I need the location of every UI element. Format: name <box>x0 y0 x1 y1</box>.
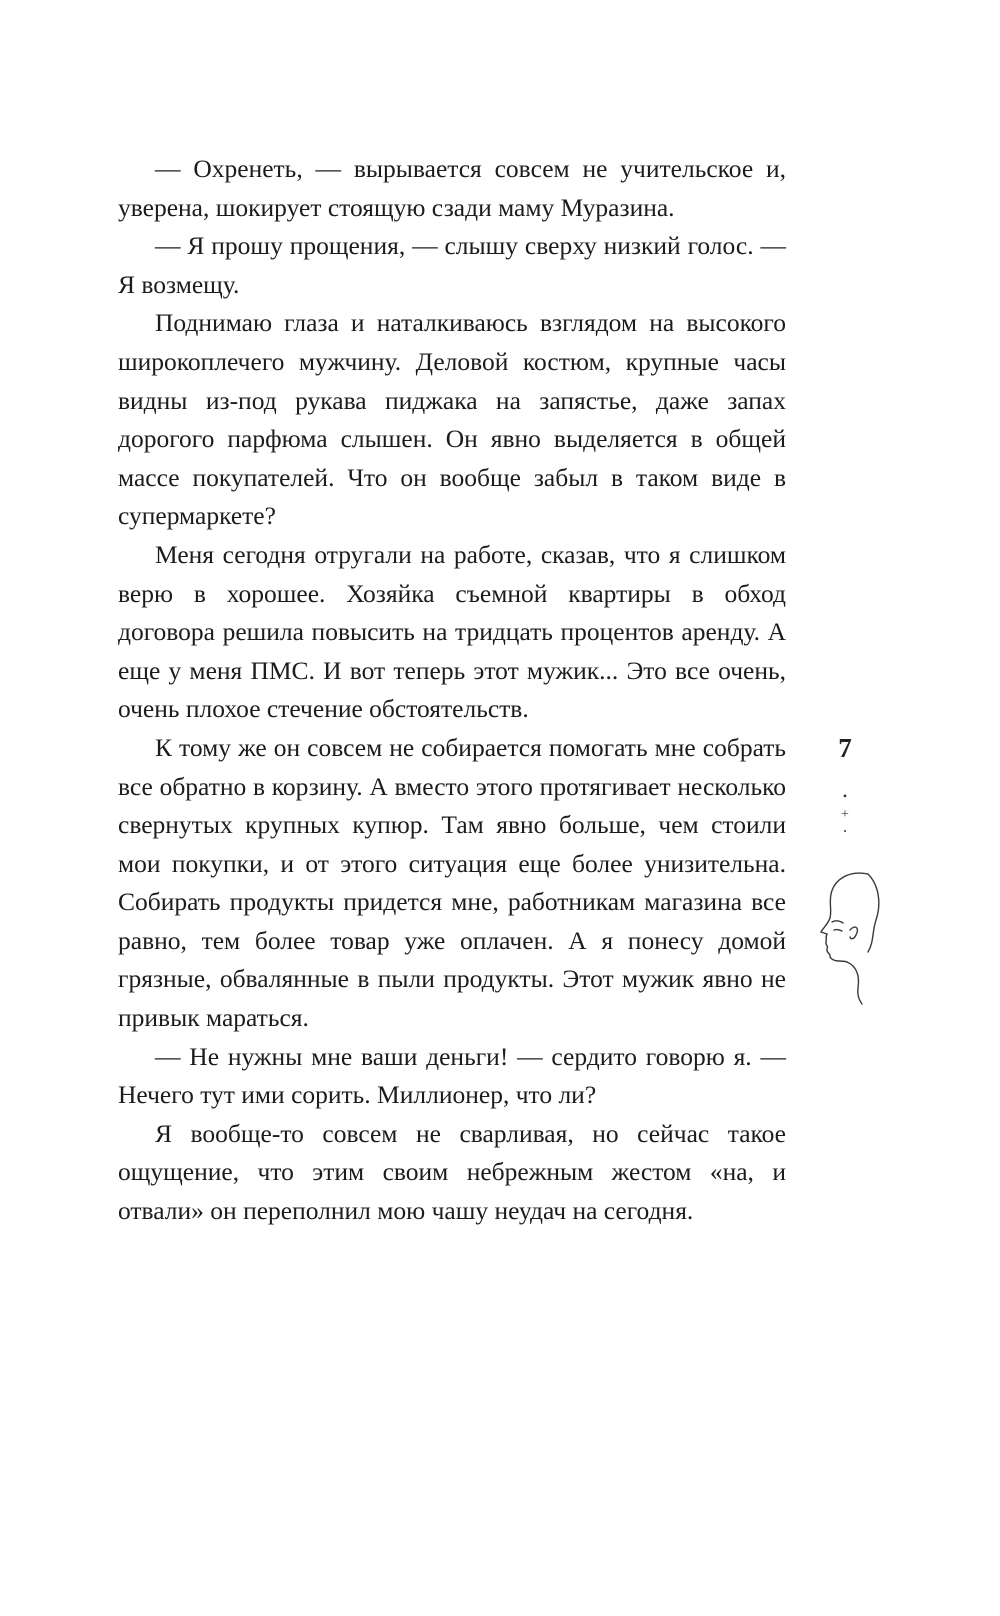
paragraph: Меня сегодня отругали на работе, сказав, что я слишком верю в хорошее. Хозяйка съемной квартиры в обход договора решила повысить на тридцать процентов аренду. А еще у меня ПМС. И вот теперь этот мужик... Это все очень, очень плохое стечение обстоятельств. <box>118 539 786 724</box>
ornament-dots <box>830 790 860 836</box>
paragraph: Я вообще-то совсем не сварливая, но сейчас такое ощущение, что этим своим небрежным жестом «на, и отвали» он переполнил мою чашу неудач на сегодня. <box>118 1118 786 1226</box>
paragraph: Поднимаю глаза и наталкиваюсь взглядом на высокого широкоплечего мужчину. Деловой костюм, крупные часы видны из-под рукава пиджака на запястье, даже запах дорогого парфюма слышен. Он явно выделяется в общей массе покупателей. Что он вообще забыл в таком виде в супермаркете? <box>118 308 786 531</box>
page-text <box>118 150 786 1231</box>
paragraph: — Не нужны мне ваши деньги! — сердито говорю я. — Нечего тут ими сорить. Миллионер, что ли? <box>118 1041 786 1110</box>
paragraph: — Я прошу прощения, — слышу сверху низкий голос. — Я возмещу. <box>118 231 786 299</box>
paragraph: — Охренеть, — вырывается совсем не учительское и, уверена, шокирует стоящую сзади маму Муразина. <box>118 154 786 222</box>
ornament-cross-icon: + <box>841 807 849 822</box>
ornament-dot-icon: • <box>842 789 848 803</box>
face-line-art-illustration <box>798 868 890 1006</box>
ornament-dot-icon: • <box>843 827 847 836</box>
paragraph: К тому же он совсем не собирается помогать мне собрать все обратно в корзину. А вместо этого протягивает несколько свернутых крупных купюр. Там явно больше, чем стоили мои покупки, и от этого ситуация еще более унизительна. Собирать продукты придется мне, работникам магазина все равно, тем более товар уже оплачен. А я понесу домой грязные, обвалянные в пыли продукты. Этот мужик явно не привык мараться. <box>118 732 786 1033</box>
page-number: 7 <box>838 733 852 763</box>
